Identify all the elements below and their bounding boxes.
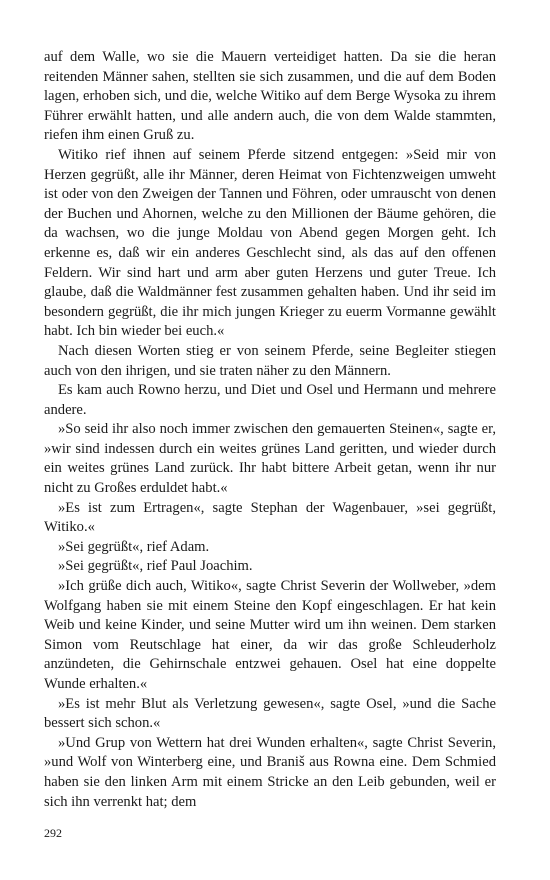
- paragraph: »Und Grup von Wettern hat drei Wunden erhalten«, sagte Christ Severin, »und Wolf von Winterberg eine, und Braniš aus Rowna eine. Dem Schmied haben sie den linken Arm mit einem Stricke an den Leib gebunden, weil er sich ihn verrenkt hat; dem: [44, 734, 496, 810]
- paragraph: »Sei gegrüßt«, rief Adam.: [58, 538, 210, 555]
- paragraph: »Es ist zum Ertragen«, sagte Stephan der Wagenbauer, »sei gegrüßt, Witiko.«: [44, 499, 496, 536]
- paragraph: »Es ist mehr Blut als Verletzung gewesen«, sagte Osel, »und die Sache bessert sich schon.«: [44, 695, 496, 732]
- page-number: 292: [44, 826, 62, 840]
- paragraph: »Ich grüße dich auch, Witiko«, sagte Christ Severin der Wollweber, »dem Wolfgang haben sie mit einem Steine den Kopf eingeschlagen. Er hat kein Weib und keine Kinder, und seine Mutter wird um ihn weinen. Dem starken Simon vom Reutschlage hat einer, da wir das große Schleuderholz anzündeten, die Gehirnschale entzwei gehauen. Osel hat eine doppelte Wunde erhalten.«: [44, 578, 496, 692]
- paragraph: Witiko rief ihnen auf seinem Pferde sitzend entgegen: »Seid mir von Herzen gegrüßt, alle ihr Männer, deren Heimat von Fichtenzweigen umweht ist oder von den Zweigen der Tannen und Föhren, oder umrauscht von denen der Buchen und Ahornen, welche zu den Millionen der Bäume gehören, die da wachsen, wo die junge Moldau von Abend gegen Morgen geht. Ich erkenne es, daß wir ein anderes Geschlecht sind, als das auf den offenen Feldern. Wir sind hart und arm aber guten Herzens und guter Treue. Ich glaube, daß die Waldmänner fest zusammen gehalten haben. Und ihr seid im besondern gegrüßt, die ihr mich jungen Krieger zu euerm Vormanne gewählt habt. Ich bin wieder bei euch.«: [44, 146, 496, 340]
- paragraph: auf dem Walle, wo sie die Mauern verteidiget hatten. Da sie die heran reitenden Männer sahen, stellten sie sich zusammen, und die auf dem Boden lagen, erhoben sich, und die, welche Witiko auf dem Berge Wysoka zu ihrem Führer erwählt hatten, und alle andern auch, die von dem Walde stammten, riefen ihm einen Gruß zu.: [44, 49, 496, 144]
- paragraph: »So seid ihr also noch immer zwischen den gemauerten Steinen«, sagte er, »wir sind indessen durch ein weites grünes Land geritten, und wieder durch ein weites grünes Land zurück. Ihr habt bittere Arbeit getan, wenn ihr nur nicht zu Großes erduldet habt.«: [44, 421, 496, 497]
- body-text: [44, 48, 496, 812]
- paragraph: Es kam auch Rowno herzu, und Diet und Osel und Hermann und mehrere andere.: [44, 382, 496, 418]
- paragraph: Nach diesen Worten stieg er von seinem Pferde, seine Begleiter stiegen auch von den ihrigen, und sie traten näher zu den Männern.: [44, 342, 496, 379]
- paragraph: »Sei gegrüßt«, rief Paul Joachim.: [58, 558, 253, 575]
